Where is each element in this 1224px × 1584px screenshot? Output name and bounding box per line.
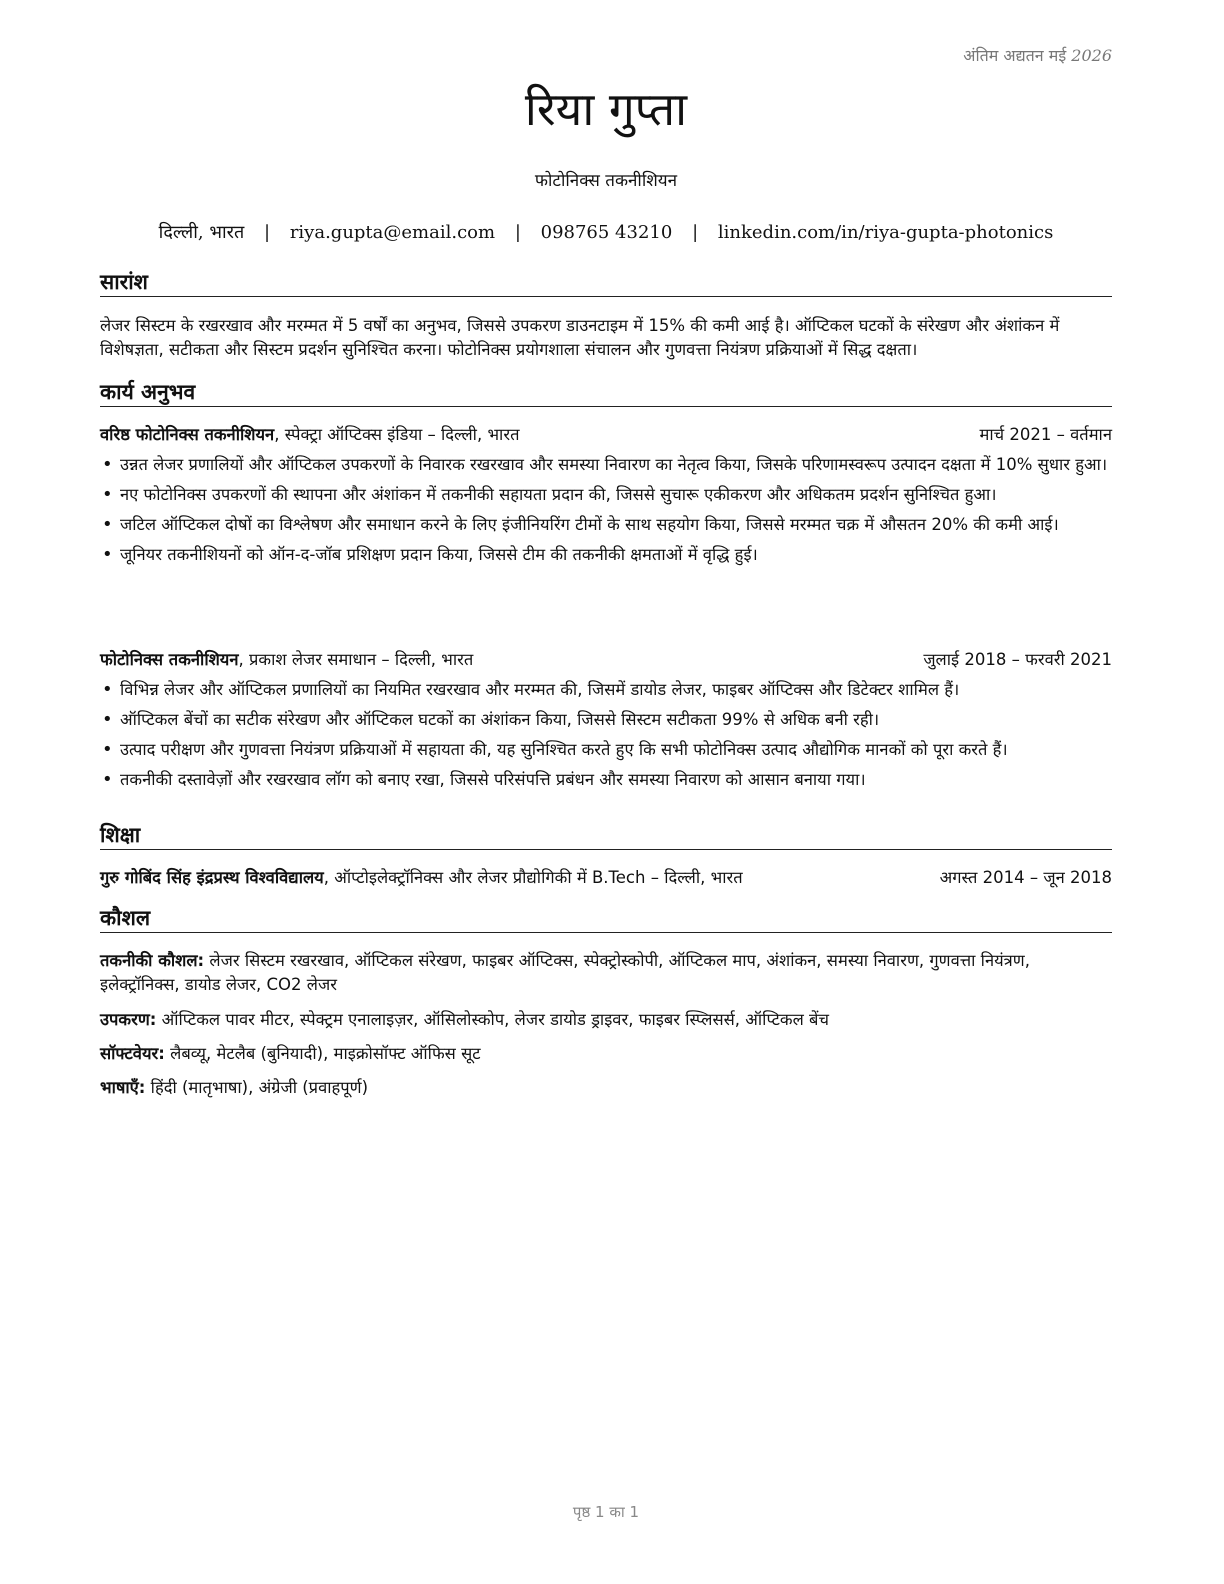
contact-email[interactable]: riya.gupta@email.com xyxy=(289,222,496,243)
skill-label: उपकरण: xyxy=(100,1010,157,1029)
list-item: • जूनियर तकनीशियनों को ऑन-द-जॉब प्रशिक्षण प्रदान किया, जिससे टीम की तकनीकी क्षमताओं में वृद्धि हुई। xyxy=(100,543,1112,567)
education-entry xyxy=(100,866,1112,890)
list-item: • उन्नत लेजर प्रणालियों और ऑप्टिकल उपकरणों के निवारक रखरखाव और समस्या निवारण का नेतृत्व किया, जिसके परिणामस्वरूप उत्पादन दक्षता में 10% सुधार हुआ। xyxy=(100,453,1112,477)
experience-heading: कार्य अनुभव xyxy=(100,380,1112,407)
summary-heading: सारांश xyxy=(100,270,1112,297)
contact-separator: | xyxy=(514,222,521,243)
job-header xyxy=(100,423,1112,447)
candidate-role: फोटोनिक्स तकनीशियन xyxy=(534,171,678,191)
job-company: , प्रकाश लेजर समाधान – दिल्ली, भारत xyxy=(238,650,474,669)
skill-line-equipment xyxy=(100,1008,1112,1032)
last-updated xyxy=(963,44,1112,66)
skill-text: लेजर सिस्टम रखरखाव, ऑप्टिकल संरेखण, फाइबर ऑप्टिक्स, स्पेक्ट्रोस्कोपी, ऑप्टिकल माप, अंशांकन, समस्या निवारण, गुणवत्ता नियंत्रण, इलेक्ट्रॉनिक्स, डायोड लेजर, CO2 लेजर xyxy=(100,951,1030,994)
education-school: गुरु गोबिंद सिंह इंद्रप्रस्थ विश्वविद्यालय xyxy=(100,868,324,887)
list-item: • जटिल ऑप्टिकल दोषों का विश्लेषण और समाधान करने के लिए इंजीनियरिंग टीमों के साथ सहयोग किया, जिससे मरम्मत चक्र में औसतन 20% की कमी आई। xyxy=(100,513,1112,537)
resume-page xyxy=(100,0,1112,1584)
skill-label: तकनीकी कौशल: xyxy=(100,951,205,970)
last-updated-year: 2026 xyxy=(1071,46,1112,65)
list-item: • ऑप्टिकल बेंचों का सटीक संरेखण और ऑप्टिकल घटकों का अंशांकन किया, जिससे सिस्टम सटीकता 99% से अधिक बनी रही। xyxy=(100,708,1112,732)
skill-label: सॉफ्टवेयर: xyxy=(100,1044,165,1063)
job-bullets xyxy=(100,453,1112,573)
skill-text: ऑप्टिकल पावर मीटर, स्पेक्ट्रम एनालाइज़र, ऑसिलोस्कोप, लेजर डायोड ड्राइवर, फाइबर स्प्लिसर्स, ऑप्टिकल बेंच xyxy=(156,1010,829,1029)
list-item: • विभिन्न लेजर और ऑप्टिकल प्रणालियों का नियमित रखरखाव और मरम्मत की, जिसमें डायोड लेजर, फाइबर ऑप्टिक्स और डिटेक्टर शामिल हैं। xyxy=(100,678,1112,702)
contact-line xyxy=(100,220,1112,244)
education-degree: , ऑप्टोइलेक्ट्रॉनिक्स और लेजर प्रौद्योगिकी में B.Tech – दिल्ली, भारत xyxy=(323,868,743,887)
skill-line-languages xyxy=(100,1076,1112,1100)
job-dates: जुलाई 2018 – फरवरी 2021 xyxy=(923,650,1112,669)
skills-heading: कौशल xyxy=(100,906,1112,933)
contact-phone[interactable]: 098765 43210 xyxy=(540,222,673,243)
summary-text: लेजर सिस्टम के रखरखाव और मरम्मत में 5 वर्षों का अनुभव, जिससे उपकरण डाउनटाइम में 15% की कमी आई है। ऑप्टिकल घटकों के संरेखण और अंशांकन में विशेषज्ञता, सटीकता और सिस्टम प्रदर्शन सुनिश्चित करना। फोटोनिक्स प्रयोगशाला संचालन और गुणवत्ता नियंत्रण प्रक्रियाओं में सिद्ध दक्षता। xyxy=(100,316,1060,359)
skill-text: लैबव्यू, मेटलैब (बुनियादी), माइक्रोसॉफ्ट ऑफिस सूट xyxy=(164,1044,481,1063)
job-header xyxy=(100,648,1112,672)
contact-location: दिल्ली, भारत xyxy=(158,222,245,243)
page-number: पृष्ठ 1 का 1 xyxy=(572,1503,640,1521)
list-item: • तकनीकी दस्तावेज़ों और रखरखाव लॉग को बनाए रखा, जिससे परिसंपत्ति प्रबंधन और समस्या निवारण को आसान बनाया गया। xyxy=(100,768,1112,792)
education-heading: शिक्षा xyxy=(100,823,1112,850)
job-dates: मार्च 2021 – वर्तमान xyxy=(979,425,1112,444)
skill-text: हिंदी (मातृभाषा), अंग्रेजी (प्रवाहपूर्ण) xyxy=(145,1078,369,1097)
list-item: • नए फोटोनिक्स उपकरणों की स्थापना और अंशांकन में तकनीकी सहायता प्रदान की, जिससे सुचारू एकीकरण और अधिकतम प्रदर्शन सुनिश्चित हुआ। xyxy=(100,483,1112,507)
skill-label: भाषाएँ: xyxy=(100,1078,146,1097)
education-dates: अगस्त 2014 – जून 2018 xyxy=(939,868,1112,887)
contact-separator: | xyxy=(692,222,699,243)
job-title: फोटोनिक्स तकनीशियन xyxy=(100,650,239,669)
contact-linkedin[interactable]: linkedin.com/in/riya-gupta-photonics xyxy=(717,222,1054,243)
candidate-name: रिया गुप्ता xyxy=(524,82,688,136)
job-bullets xyxy=(100,678,1112,798)
skill-line-software xyxy=(100,1042,1112,1066)
last-updated-prefix: अंतिम अद्यतन मई xyxy=(963,46,1067,65)
skill-line-technical xyxy=(100,949,1112,997)
list-item: • उत्पाद परीक्षण और गुणवत्ता नियंत्रण प्रक्रियाओं में सहायता की, यह सुनिश्चित करते हुए कि सभी फोटोनिक्स उत्पाद औद्योगिक मानकों को पूरा करते हैं। xyxy=(100,738,1112,762)
contact-separator: | xyxy=(264,222,271,243)
job-title: वरिष्ठ फोटोनिक्स तकनीशियन xyxy=(100,425,275,444)
job-company: , स्पेक्ट्रा ऑप्टिक्स इंडिया – दिल्ली, भारत xyxy=(274,425,520,444)
